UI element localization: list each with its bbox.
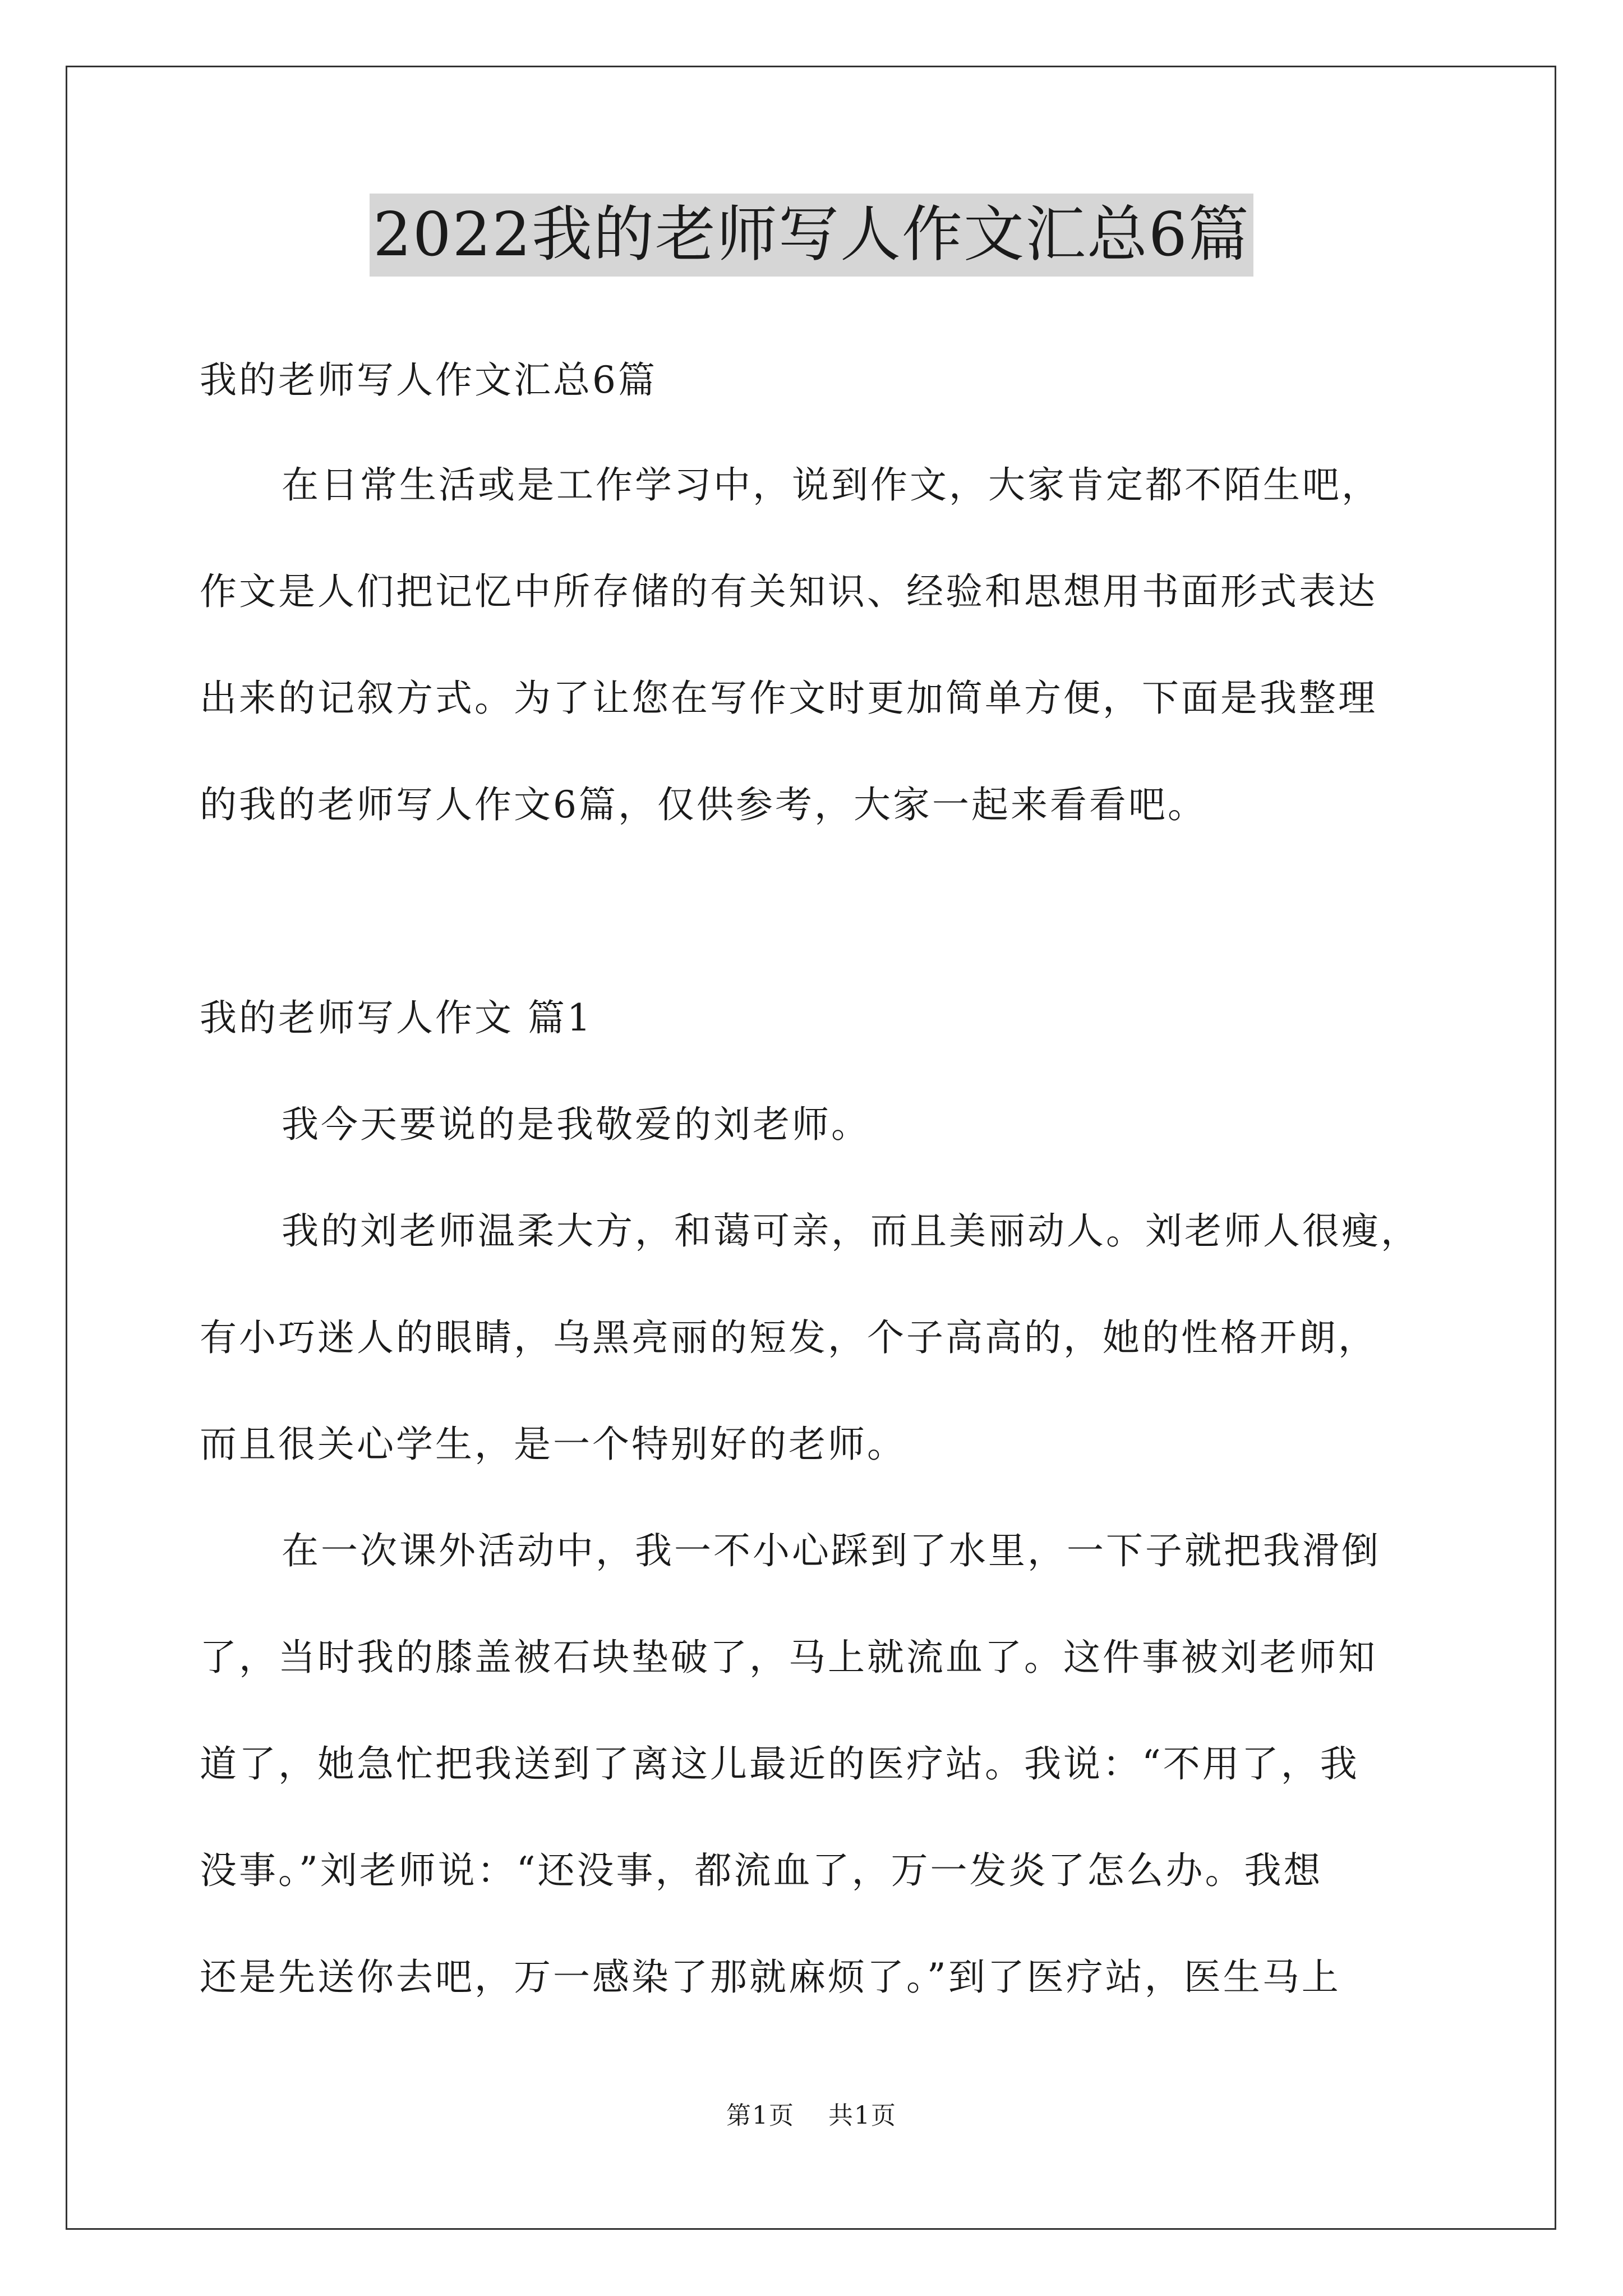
- section-heading: 我的老师写人作文 篇1: [200, 996, 593, 1039]
- body-line-9: 还是先送你去吧，万一感染了那就麻烦了。”到了医疗站，医生马上: [200, 1955, 1341, 1999]
- intro-line-2: 作文是人们把记忆中所存储的有关知识、经验和思想用书面形式表达: [200, 570, 1377, 613]
- body-line-1: 我今天要说的是我敬爱的刘老师。: [282, 1103, 870, 1146]
- body-line-7: 道了，她急忙把我送到了离这儿最近的医疗站。我说：“不用了，我: [200, 1742, 1359, 1786]
- body-line-5: 在一次课外活动中，我一不小心踩到了水里，一下子就把我滑倒: [282, 1529, 1381, 1572]
- body-line-3: 有小巧迷人的眼睛，乌黑亮丽的短发，个子高高的，她的性格开朗，: [200, 1316, 1377, 1359]
- body-line-8: 没事。”刘老师说：“还没事，都流血了，万一发炎了怎么办。我想: [200, 1849, 1323, 1892]
- page-footer: [0, 2099, 1623, 2133]
- body-line-4: 而且很关心学生，是一个特别好的老师。: [200, 1423, 906, 1466]
- page-total: 共1页: [828, 2101, 897, 2130]
- intro-line-4: 的我的老师写人作文6篇，仅供参考，大家一起来看看吧。: [200, 783, 1207, 826]
- page-number: 第1页: [726, 2101, 795, 2130]
- document-title: 2022我的老师写人作文汇总6篇: [370, 194, 1253, 277]
- intro-line-1: 在日常生活或是工作学习中，说到作文，大家肯定都不陌生吧，: [282, 463, 1381, 507]
- intro-line-3: 出来的记叙方式。为了让您在写作文时更加简单方便，下面是我整理: [200, 677, 1377, 720]
- body-line-6: 了，当时我的膝盖被石块垫破了，马上就流血了。这件事被刘老师知: [200, 1636, 1377, 1679]
- body-line-2: 我的刘老师温柔大方，和蔼可亲，而且美丽动人。刘老师人很瘦，: [282, 1209, 1420, 1253]
- subtitle: 我的老师写人作文汇总6篇: [200, 358, 657, 402]
- title-container: [0, 194, 1623, 277]
